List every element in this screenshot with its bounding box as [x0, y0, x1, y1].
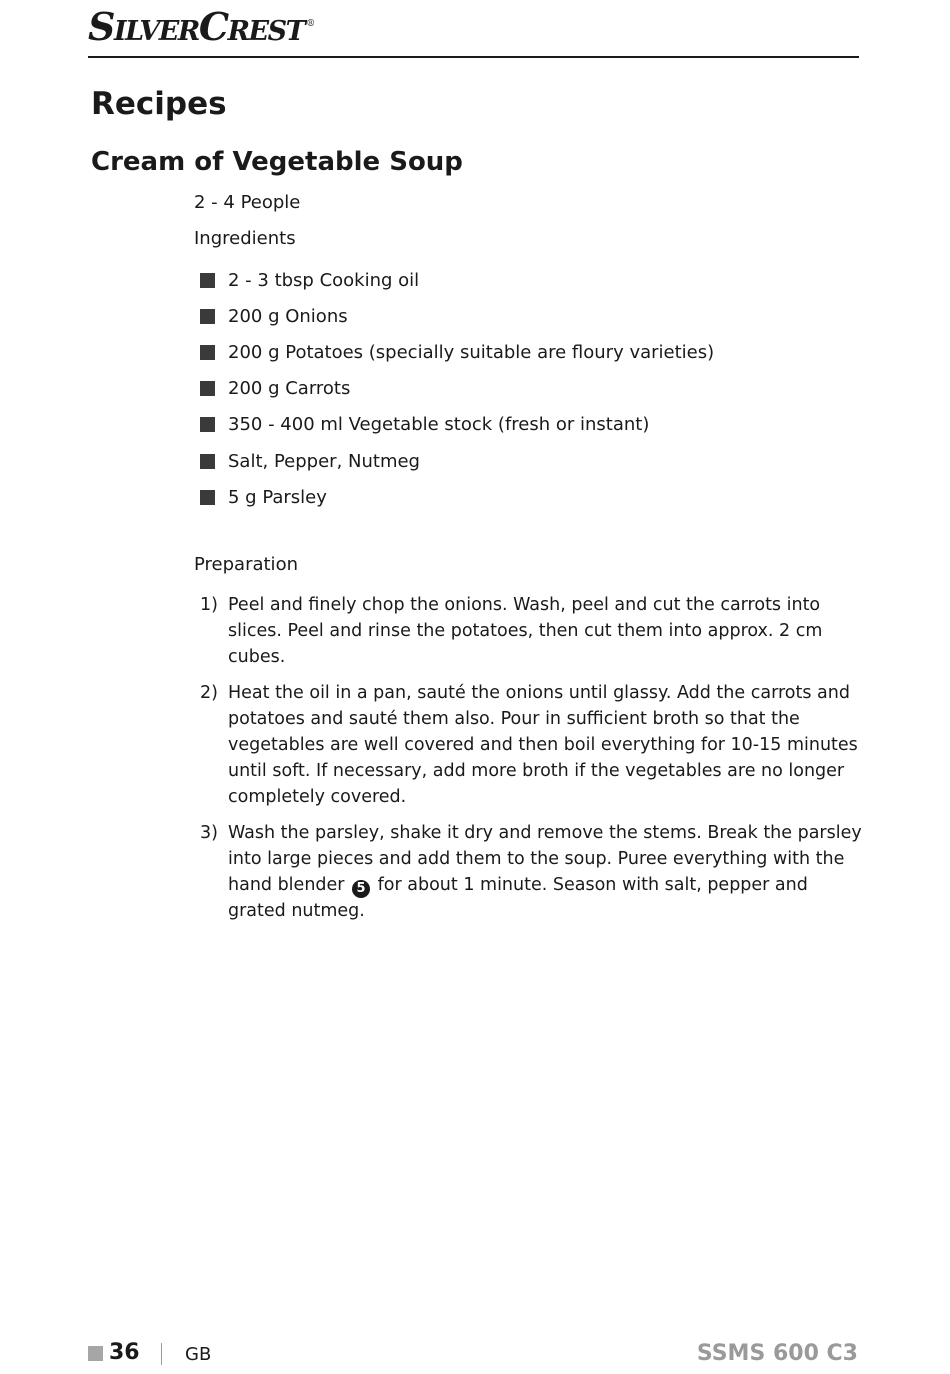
- ingredient-text: 200 g Potatoes (specially suitable are floury varieties): [228, 341, 715, 363]
- step-item: [200, 592, 870, 670]
- square-bullet-icon: [200, 490, 215, 505]
- step-text: Heat the oil in a pan, sauté the onions until glassy. Add the carrots and potatoes and sauté them also. Pour in sufficient broth so that the vegetables are well covered and then boil everything for 10-15 minutes until soft. If necessary, add more broth if the vegetables are no longer completely covered.: [228, 683, 858, 807]
- step-number: 3): [200, 823, 218, 843]
- servings: 2 - 4 People: [194, 192, 301, 213]
- ingredients-list: [200, 266, 714, 519]
- page-number: 36: [109, 1340, 140, 1365]
- square-bullet-icon: [200, 417, 215, 432]
- square-bullet-icon: [200, 345, 215, 360]
- ingredient-text: 5 g Parsley: [228, 486, 327, 508]
- ingredient-text: 200 g Onions: [228, 305, 348, 327]
- step-text-before: Wash the parsley, shake it dry and remove the stems. Break the parsley into large pieces and add them to the soup. Puree everything with the hand blender: [228, 823, 862, 895]
- square-bullet-icon: [200, 454, 215, 469]
- ingredient-item: [200, 407, 714, 443]
- step-text: Peel and finely chop the onions. Wash, peel and cut the carrots into slices. Peel and rinse the potatoes, then cut them into approx. 2 cm cubes.: [228, 595, 823, 667]
- ingredient-item: [200, 334, 714, 370]
- step-item: [200, 680, 870, 810]
- preparation-heading: Preparation: [194, 554, 298, 575]
- square-bullet-icon: [200, 273, 215, 288]
- model-number: SSMS 600 C3: [696, 1341, 858, 1366]
- brand-name: SilverCrest: [88, 4, 305, 49]
- recipe-title: Cream of Vegetable Soup: [91, 147, 463, 177]
- step-item: [200, 820, 870, 924]
- brand-logo: [88, 4, 315, 49]
- page-title: Recipes: [91, 86, 227, 122]
- language-code: GB: [185, 1344, 212, 1365]
- square-bullet-icon: [200, 309, 215, 324]
- footer-square-icon: [88, 1346, 103, 1361]
- preparation-steps: [200, 592, 870, 934]
- step-text: [228, 820, 870, 924]
- step-number: 1): [200, 595, 218, 615]
- header-rule: [88, 56, 859, 58]
- ingredient-item: [200, 371, 714, 407]
- ingredient-text: Salt, Pepper, Nutmeg: [228, 450, 420, 472]
- square-bullet-icon: [200, 381, 215, 396]
- ingredient-item: [200, 479, 714, 515]
- step-text-after: for about 1 minute. Season with salt, pepper and grated nutmeg.: [228, 875, 808, 921]
- step-number: 2): [200, 683, 218, 703]
- ingredient-text: 2 - 3 tbsp Cooking oil: [228, 269, 420, 291]
- ingredient-text: 200 g Carrots: [228, 378, 351, 400]
- ingredient-item: [200, 262, 714, 298]
- part-number-5-icon: 5: [352, 880, 370, 898]
- ingredient-text: 350 - 400 ml Vegetable stock (fresh or instant): [228, 414, 650, 436]
- ingredient-item: [200, 443, 714, 479]
- footer-divider: [161, 1343, 162, 1365]
- ingredients-heading: Ingredients: [194, 228, 296, 249]
- registered-mark: ®: [306, 19, 316, 30]
- ingredient-item: [200, 298, 714, 334]
